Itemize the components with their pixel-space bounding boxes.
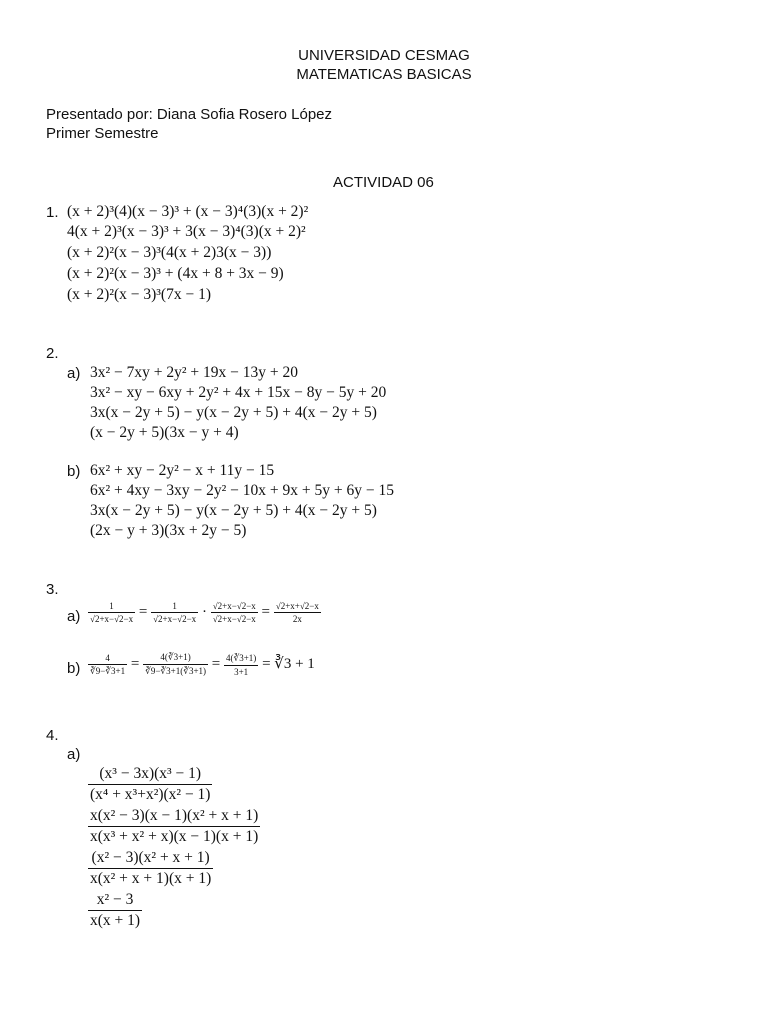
- problem-2b-line-4: (2x − y + 3)(3x + 2y − 5): [90, 522, 247, 539]
- problem-2-number: 2.: [46, 345, 59, 362]
- problem-4a-label: a): [67, 746, 81, 763]
- problem-3b-expression: $\frac{4}{∛9-∛3+1}$ = $\frac{4(∛3+1)}{∛9-∛3+1(∛3+1)}$ = $\frac{4(∛3+1)}{3+1}$ = ∛3 + 1: [90, 652, 315, 677]
- problem-1-number: 1.: [46, 204, 59, 221]
- problem-4a-step-2: $\frac{\text{x(x² − 3)(x − 1)(x² + x + 1)}}{\text{x(x³ + x² + x)(x − 1)(x + 1)}}$: [90, 807, 259, 845]
- problem-3a-fraction-4: $\frac{√2+x+√2-x}{2x}$: [275, 601, 319, 624]
- problem-1-line-5: (x + 2)²(x − 3)³(7x − 1): [67, 286, 211, 303]
- problem-3b-label: b): [67, 660, 81, 677]
- problem-3b-fraction-1: $\frac{4}{∛9-∛3+1}$: [90, 652, 126, 676]
- problem-4a-step-3: $\frac{\text{(x² − 3)(x² + x + 1)}}{\text{x(x² + x + 1)(x + 1)}}$: [90, 849, 212, 887]
- problem-3a-fraction-3: $\frac{√2+x-√2-x}{√2+x-√2-x}$: [212, 601, 256, 624]
- problem-1-line-4: (x + 2)²(x − 3)³ + (4x + 8 + 3x − 9): [67, 265, 284, 282]
- presented-by: Presentado por: Diana Sofia Rosero López: [46, 106, 333, 123]
- semester: Primer Semestre: [46, 125, 159, 142]
- problem-1-line-2: 4(x + 2)³(x − 3)³ + 3(x − 3)⁴(3)(x + 2)²: [67, 223, 306, 240]
- problem-2b-line-2: 6x² + 4xy − 3xy − 2y² − 10x + 9x + 5y + 6y − 15: [90, 482, 394, 499]
- problem-3a-fraction-2: $\frac{1}{√2+x-√2-x}$: [153, 601, 197, 624]
- problem-2a-line-3: 3x(x − 2y + 5) − y(x − 2y + 5) + 4(x − 2y + 5): [90, 404, 377, 421]
- problem-2b-line-1: 6x² + xy − 2y² − x + 11y − 15: [90, 462, 275, 479]
- problem-2a-line-2: 3x² − xy − 6xy + 2y² + 4x + 15x − 8y − 5y + 20: [90, 384, 387, 401]
- problem-3b-fraction-3: $\frac{4(∛3+1)}{3+1}$: [226, 652, 257, 677]
- university-title: UNIVERSIDAD CESMAG: [298, 47, 470, 64]
- problem-4a-step-1: $\frac{\text{(x³ − 3x)(x³ − 1)}}{\text{(x⁴ + x³+x²)(x² − 1)}}$: [90, 765, 211, 803]
- problem-2b-label: b): [67, 463, 81, 480]
- problem-2a-label: a): [67, 365, 81, 382]
- problem-4a-step-4: $\frac{\text{x² − 3}}{x(x + 1)}$: [90, 891, 141, 929]
- problem-3a-expression: $\frac{1}{√2+x-√2-x}$ = $\frac{1}{√2+x-√2-x}$ · $\frac{√2+x-√2-x}{√2+x-√2-x}$ = $\frac{√2+x+√2-x}{2x}$: [90, 601, 319, 624]
- problem-3b-result: ∛3 + 1: [274, 655, 315, 672]
- problem-2a-line-4: (x − 2y + 5)(3x − y + 4): [90, 424, 239, 441]
- problem-3-number: 3.: [46, 581, 59, 598]
- course-title: MATEMATICAS BASICAS: [296, 66, 472, 83]
- problem-4-number: 4.: [46, 727, 59, 744]
- activity-title: ACTIVIDAD 06: [333, 174, 434, 191]
- problem-1-line-1: (x + 2)³(4)(x − 3)³ + (x − 3)⁴(3)(x + 2)²: [67, 203, 309, 220]
- problem-1-line-3: (x + 2)²(x − 3)³(4(x + 2)3(x − 3)): [67, 244, 272, 261]
- problem-2a-line-1: 3x² − 7xy + 2y² + 19x − 13y + 20: [90, 364, 299, 381]
- problem-2b-line-3: 3x(x − 2y + 5) − y(x − 2y + 5) + 4(x − 2y + 5): [90, 502, 377, 519]
- problem-3a-label: a): [67, 608, 81, 625]
- problem-3a-fraction-1: $\frac{1}{√2+x-√2-x}$: [90, 601, 134, 624]
- problem-3b-fraction-2: $\frac{4(∛3+1)}{∛9-∛3+1(∛3+1)}$: [145, 652, 207, 676]
